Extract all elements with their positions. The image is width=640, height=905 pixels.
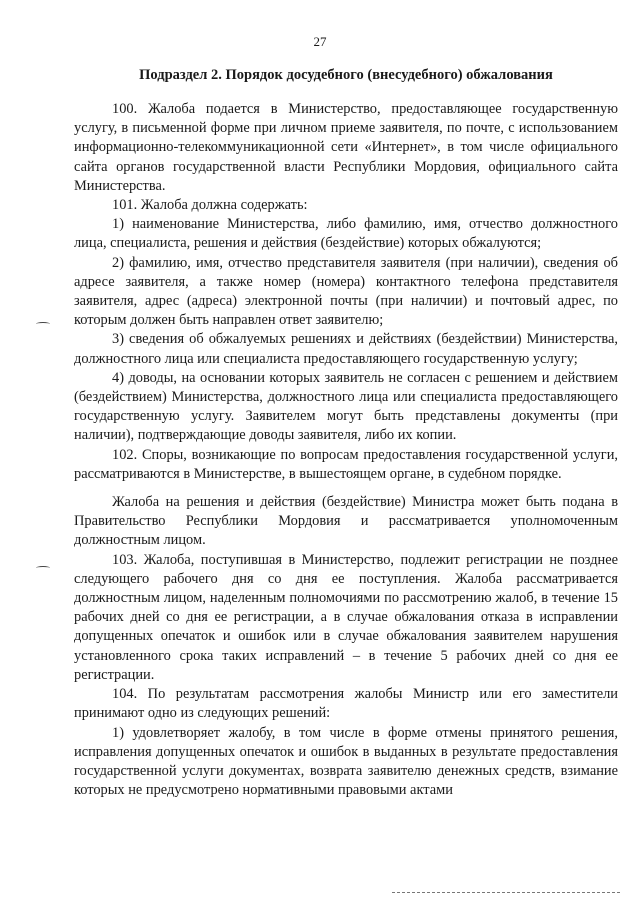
- paragraph-101-item-4: 4) доводы, на основании которых заявитель не согласен с решением и действием (бездействием) Министерства, должностного лица или специалиста предоставляющего государственную услугу. Заявителем могут быть представлены документы (при наличии), подтверждающие доводы заявителя, либо их копии.: [74, 369, 618, 444]
- paragraph-101-item-2: 2) фамилию, имя, отчество представителя заявителя (при наличии), сведения об адресе заявителя, а также номер (номера) контактного телефона представителя заявителя, адрес (адреса) электронной почты (при наличии) и почтовый адрес, по которым должен быть направлен ответ заявителю;: [74, 254, 618, 329]
- paragraph-101: 101. Жалоба должна содержать:: [112, 197, 308, 214]
- paragraph-100: 100. Жалоба подается в Министерство, предоставляющее государственную услугу, в письменной форме при личном приеме заявителя, по почте, с использованием информационно-телекоммуникационной сети «Интернет», в том числе официального сайта органов государственной власти Республики Мордовия, официального сайта Министерства.: [74, 101, 618, 194]
- section-heading: Подраздел 2. Порядок досудебного (внесудебного) обжалования: [139, 67, 553, 83]
- document-body: [74, 100, 618, 800]
- margin-mark: [36, 322, 50, 326]
- paragraph-102: 102. Споры, возникающие по вопросам предоставления государственной услуги, рассматриваются в Министерстве, в вышестоящем органе, в судебном порядке.: [74, 446, 618, 482]
- paragraph-104-item-1: 1) удовлетворяет жалобу, в том числе в форме отмены принятого решения, исправления допущенных опечаток и ошибок в выданных в результате предоставления государственной услуги документах, возврата заявителю денежных средств, взимание которых не предусмотрено нормативными правовыми актами: [74, 724, 618, 799]
- paragraph-101-item-1: 1) наименование Министерства, либо фамилию, имя, отчество должностного лица, специалиста, решения и действия (бездействие) которых обжалуются;: [74, 216, 618, 252]
- paragraph-101-item-3: 3) сведения об обжалуемых решениях и действиях (бездействии) Министерства, должностного лица или специалиста предоставляющего государственную услугу;: [74, 331, 618, 367]
- paragraph-104: 104. По результатам рассмотрения жалобы Министр или его заместители принимают одно из следующих решений:: [74, 686, 618, 722]
- footer-rule: [392, 892, 620, 893]
- margin-mark: [36, 566, 50, 570]
- paragraph-102-appeal: Жалоба на решения и действия (бездействие) Министра может быть подана в Правительство Республики Мордовия и рассматривается уполномоченным должностным лицом.: [74, 494, 618, 549]
- paragraph-103: 103. Жалоба, поступившая в Министерство, подлежит регистрации не позднее следующего рабочего дня со дня ее поступления. Жалоба рассматривается должностным лицом, наделенным полномочиями по рассмотрению жалоб, в течение 15 рабочих дней со дня ее регистрации, а в случае обжалования отказа в исправлении допущенных опечаток и ошибок или в случае обжалования заявителем нарушения установленного срока таких исправлений – в течение 5 рабочих дней со дня ее регистрации.: [74, 551, 618, 683]
- page-number: 27: [313, 34, 327, 49]
